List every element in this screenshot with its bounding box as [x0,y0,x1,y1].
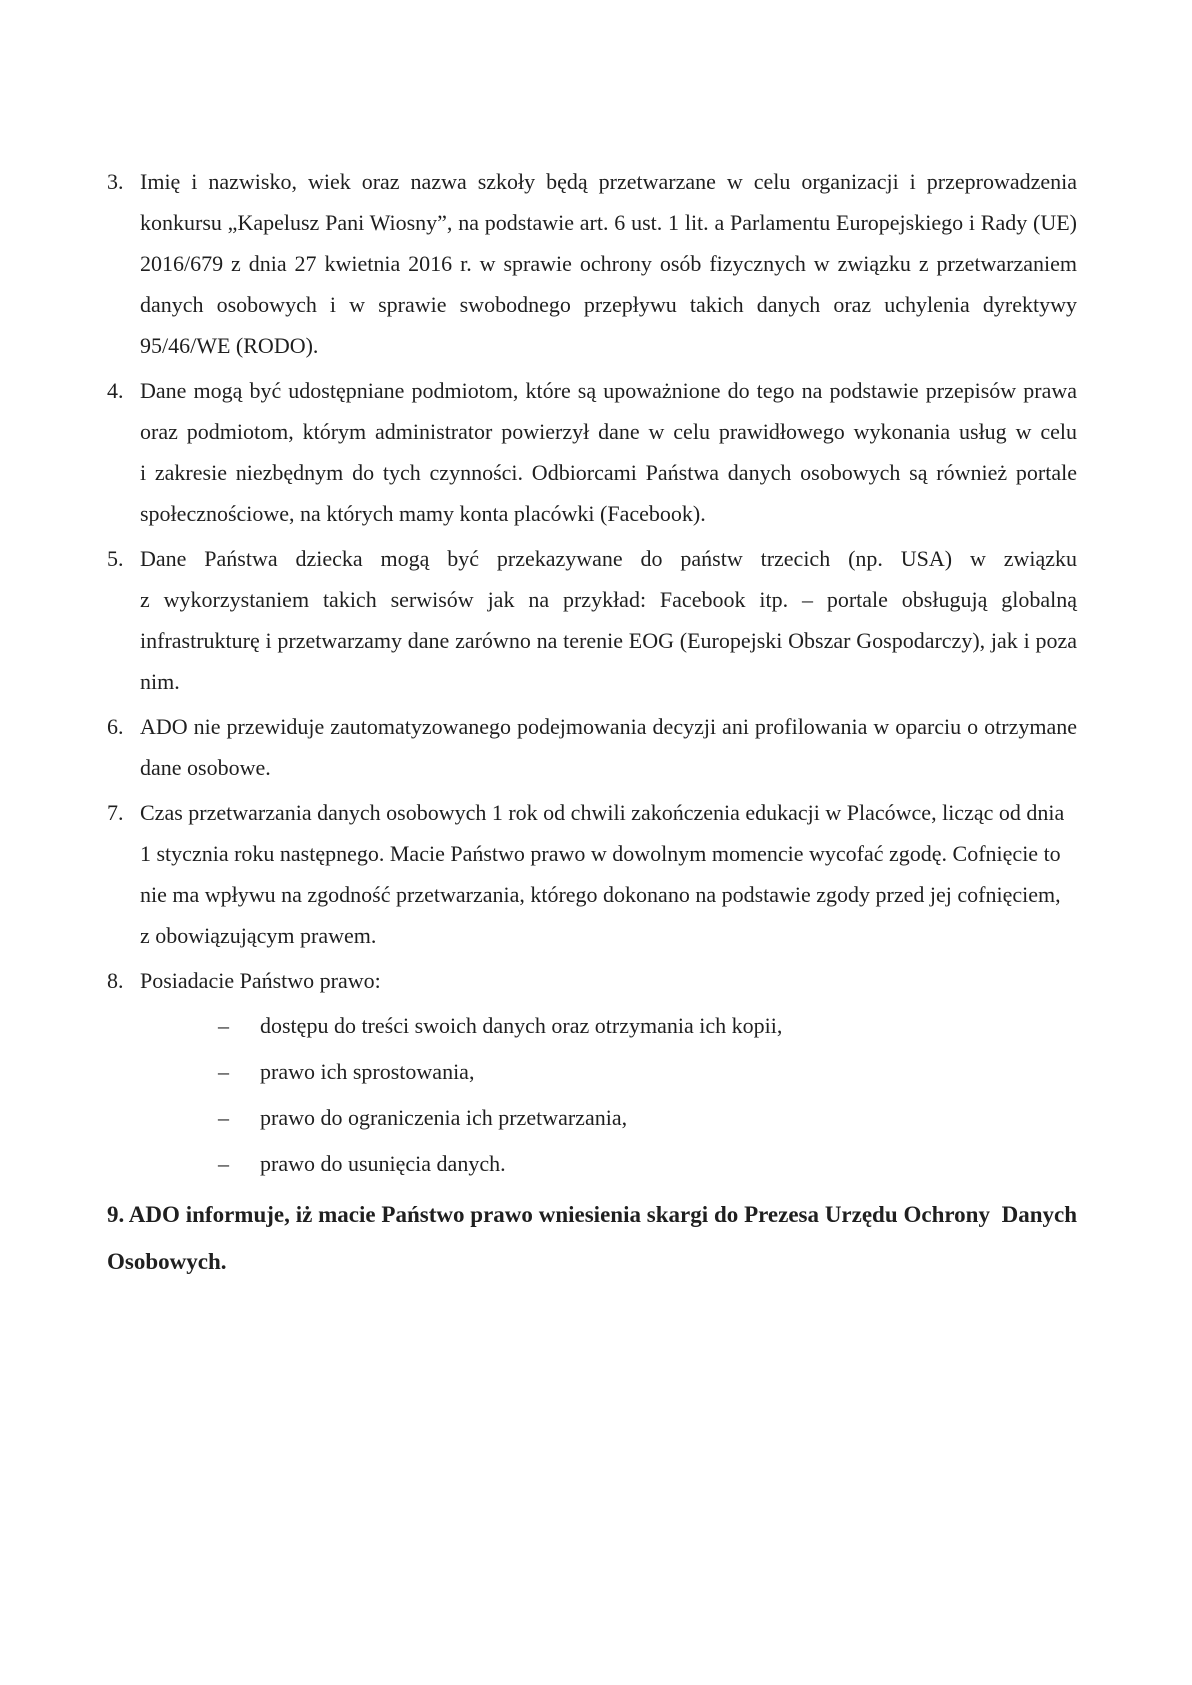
dash-marker: – [218,1105,229,1130]
sub-list [140,1003,1077,1187]
dash-marker: – [218,1151,229,1176]
document-content [107,161,1083,1285]
closing-paragraph-number: 9. [107,1202,125,1227]
closing-paragraph [107,1191,1083,1285]
list-item-text: Posiadacie Państwo prawo: [140,968,381,993]
sub-list-item [140,1095,1077,1141]
closing-paragraph-text: ADO informuje, iż macie Państwo prawo wniesienia skargi do Prezesa Urzędu Ochrony Danych Osobowych. [107,1202,1083,1274]
dash-marker: – [218,1013,229,1038]
list-item-number: 7. [107,800,124,825]
sub-list-item [140,1003,1077,1049]
list-item-number: 8. [107,968,124,993]
list-item-number: 6. [107,714,124,739]
list-item-number: 3. [107,169,124,194]
list-item-number: 4. [107,378,124,403]
sub-item-text: prawo do usunięcia danych. [260,1151,506,1176]
sub-list-item [140,1141,1077,1187]
list-item-text: Czas przetwarzania danych osobowych 1 rok od chwili zakończenia edukacji w Placówce, licząc od dnia 1 stycznia roku następnego. Macie Państwo prawo w dowolnym momencie wycofać zgodę. Cofnięcie to nie ma wpływu na zgodność przetwarzania, którego dokonano na podstawie zgody przed jej cofnięciem, z obowiązującym prawem. [140,800,1065,948]
list-item-3 [107,161,1077,366]
list-item-7 [107,792,1077,956]
list-item-4 [107,370,1077,534]
sub-item-text: prawo ich sprostowania, [260,1059,475,1084]
list-item-8 [107,960,1077,1187]
sub-item-text: dostępu do treści swoich danych oraz otrzymania ich kopii, [260,1013,783,1038]
sub-item-text: prawo do ograniczenia ich przetwarzania, [260,1105,628,1130]
dash-marker: – [218,1059,229,1084]
list-item-6 [107,706,1077,788]
list-item-number: 5. [107,546,124,571]
list-item-text: ADO nie przewiduje zautomatyzowanego podejmowania decyzji ani profilowania w oparciu o otrzymane dane osobowe. [140,714,1077,780]
list-item-text: Dane mogą być udostępniane podmiotom, które są upoważnione do tego na podstawie przepisów prawa oraz podmiotom, którym administrator powierzył dane w celu prawidłowego wykonania usług w celu i zakresie niezbędnym do tych czynności. Odbiorcami Państwa danych osobowych są również portale społecznościowe, na których mamy konta placówki (Facebook). [140,378,1077,526]
sub-list-item [140,1049,1077,1095]
list-item-text: Dane Państwa dziecka mogą być przekazywane do państw trzecich (np. USA) w związku z wykorzystaniem takich serwisów jak na przykład: Facebook itp. – portale obsługują globalną infrastrukturę i przetwarzamy dane zarówno na terenie EOG (Europejski Obszar Gospodarczy), jak i poza nim. [140,546,1077,694]
list-item-5 [107,538,1077,702]
list-item-text: Imię i nazwisko, wiek oraz nazwa szkoły będą przetwarzane w celu organizacji i przeprowadzenia konkursu „Kapelusz Pani Wiosny”, na podstawie art. 6 ust. 1 lit. a Parlamentu Europejskiego i Rady (UE) 2016/679 z dnia 27 kwietnia 2016 r. w sprawie ochrony osób fizycznych w związku z przetwarzaniem danych osobowych i w sprawie swobodnego przepływu takich danych oraz uchylenia dyrektywy 95/46/WE (RODO). [140,169,1077,358]
